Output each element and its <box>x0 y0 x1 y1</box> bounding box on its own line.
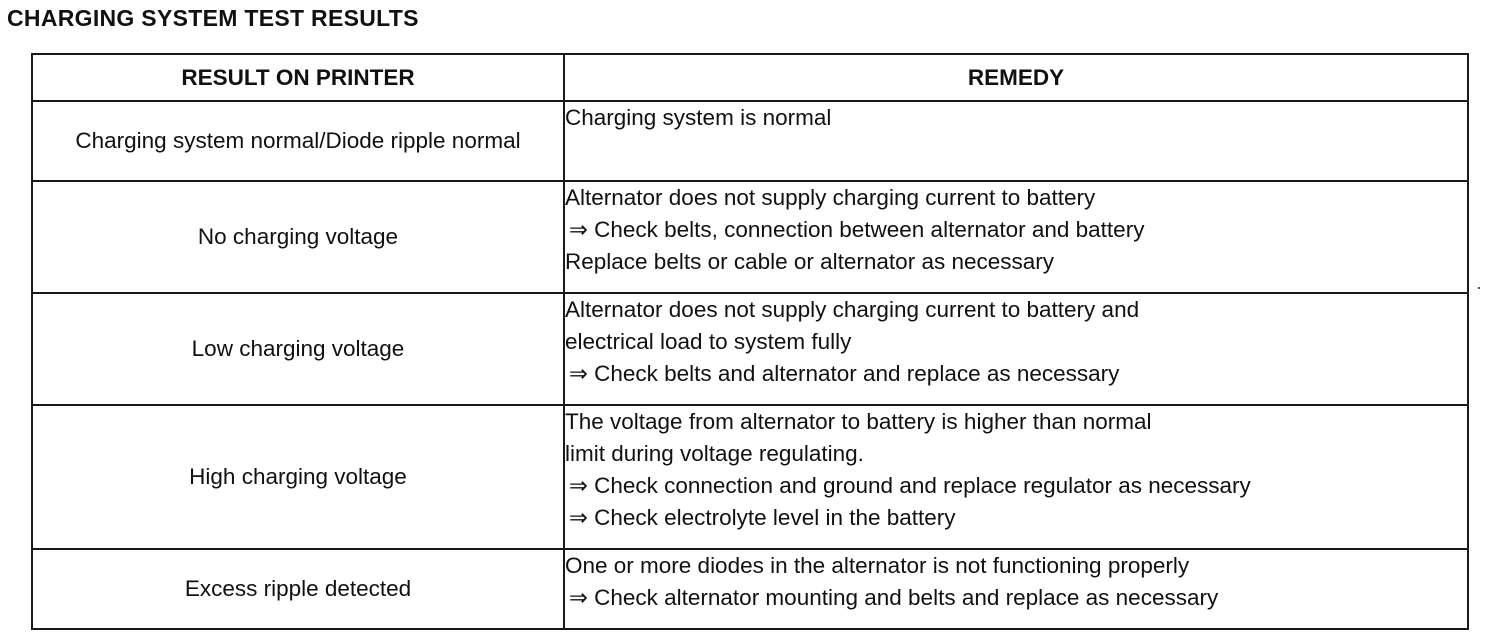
remedy-action-line: ⇒ Check belts and alternator and replace as necessary <box>569 361 1120 386</box>
table-row <box>32 549 1468 629</box>
remedy-cell <box>564 405 1468 549</box>
remedy-action-line: ⇒ Check electrolyte level in the battery <box>569 505 956 530</box>
result-cell: Low charging voltage <box>32 293 564 405</box>
remedy-line: Replace belts or cable or alternator as necessary <box>565 249 1055 274</box>
remedy-action-line: ⇒ Check connection and ground and replace regulator as necessary <box>569 473 1251 498</box>
remedy-line: Alternator does not supply charging current to battery <box>565 185 1096 210</box>
remedy-line: One or more diodes in the alternator is not functioning properly <box>565 553 1190 578</box>
table-row <box>32 293 1468 405</box>
table-row <box>32 181 1468 293</box>
remedy-action-line: ⇒ Check belts, connection between alternator and battery <box>569 217 1145 242</box>
result-cell: No charging voltage <box>32 181 564 293</box>
result-cell: Charging system normal/Diode ripple normal <box>32 101 564 181</box>
scan-speck <box>1478 287 1480 289</box>
table-header-row <box>32 54 1468 101</box>
result-cell: High charging voltage <box>32 405 564 549</box>
page-title: CHARGING SYSTEM TEST RESULTS <box>7 5 419 31</box>
remedy-cell <box>564 293 1468 405</box>
remedy-line: limit during voltage regulating. <box>565 441 864 466</box>
result-cell: Excess ripple detected <box>32 549 564 629</box>
column-header-result: RESULT ON PRINTER <box>32 54 564 101</box>
remedy-cell <box>564 549 1468 629</box>
charging-results-table <box>31 53 1469 630</box>
remedy-action-line: ⇒ Check alternator mounting and belts and replace as necessary <box>569 585 1219 610</box>
table-row <box>32 405 1468 549</box>
table-row <box>32 101 1468 181</box>
remedy-line: The voltage from alternator to battery is higher than normal <box>565 409 1152 434</box>
remedy-line: Charging system is normal <box>565 105 832 130</box>
remedy-cell <box>564 101 1468 181</box>
column-header-remedy: REMEDY <box>564 54 1468 101</box>
remedy-line: electrical load to system fully <box>565 329 852 354</box>
remedy-line: Alternator does not supply charging current to battery and <box>565 297 1140 322</box>
remedy-cell <box>564 181 1468 293</box>
